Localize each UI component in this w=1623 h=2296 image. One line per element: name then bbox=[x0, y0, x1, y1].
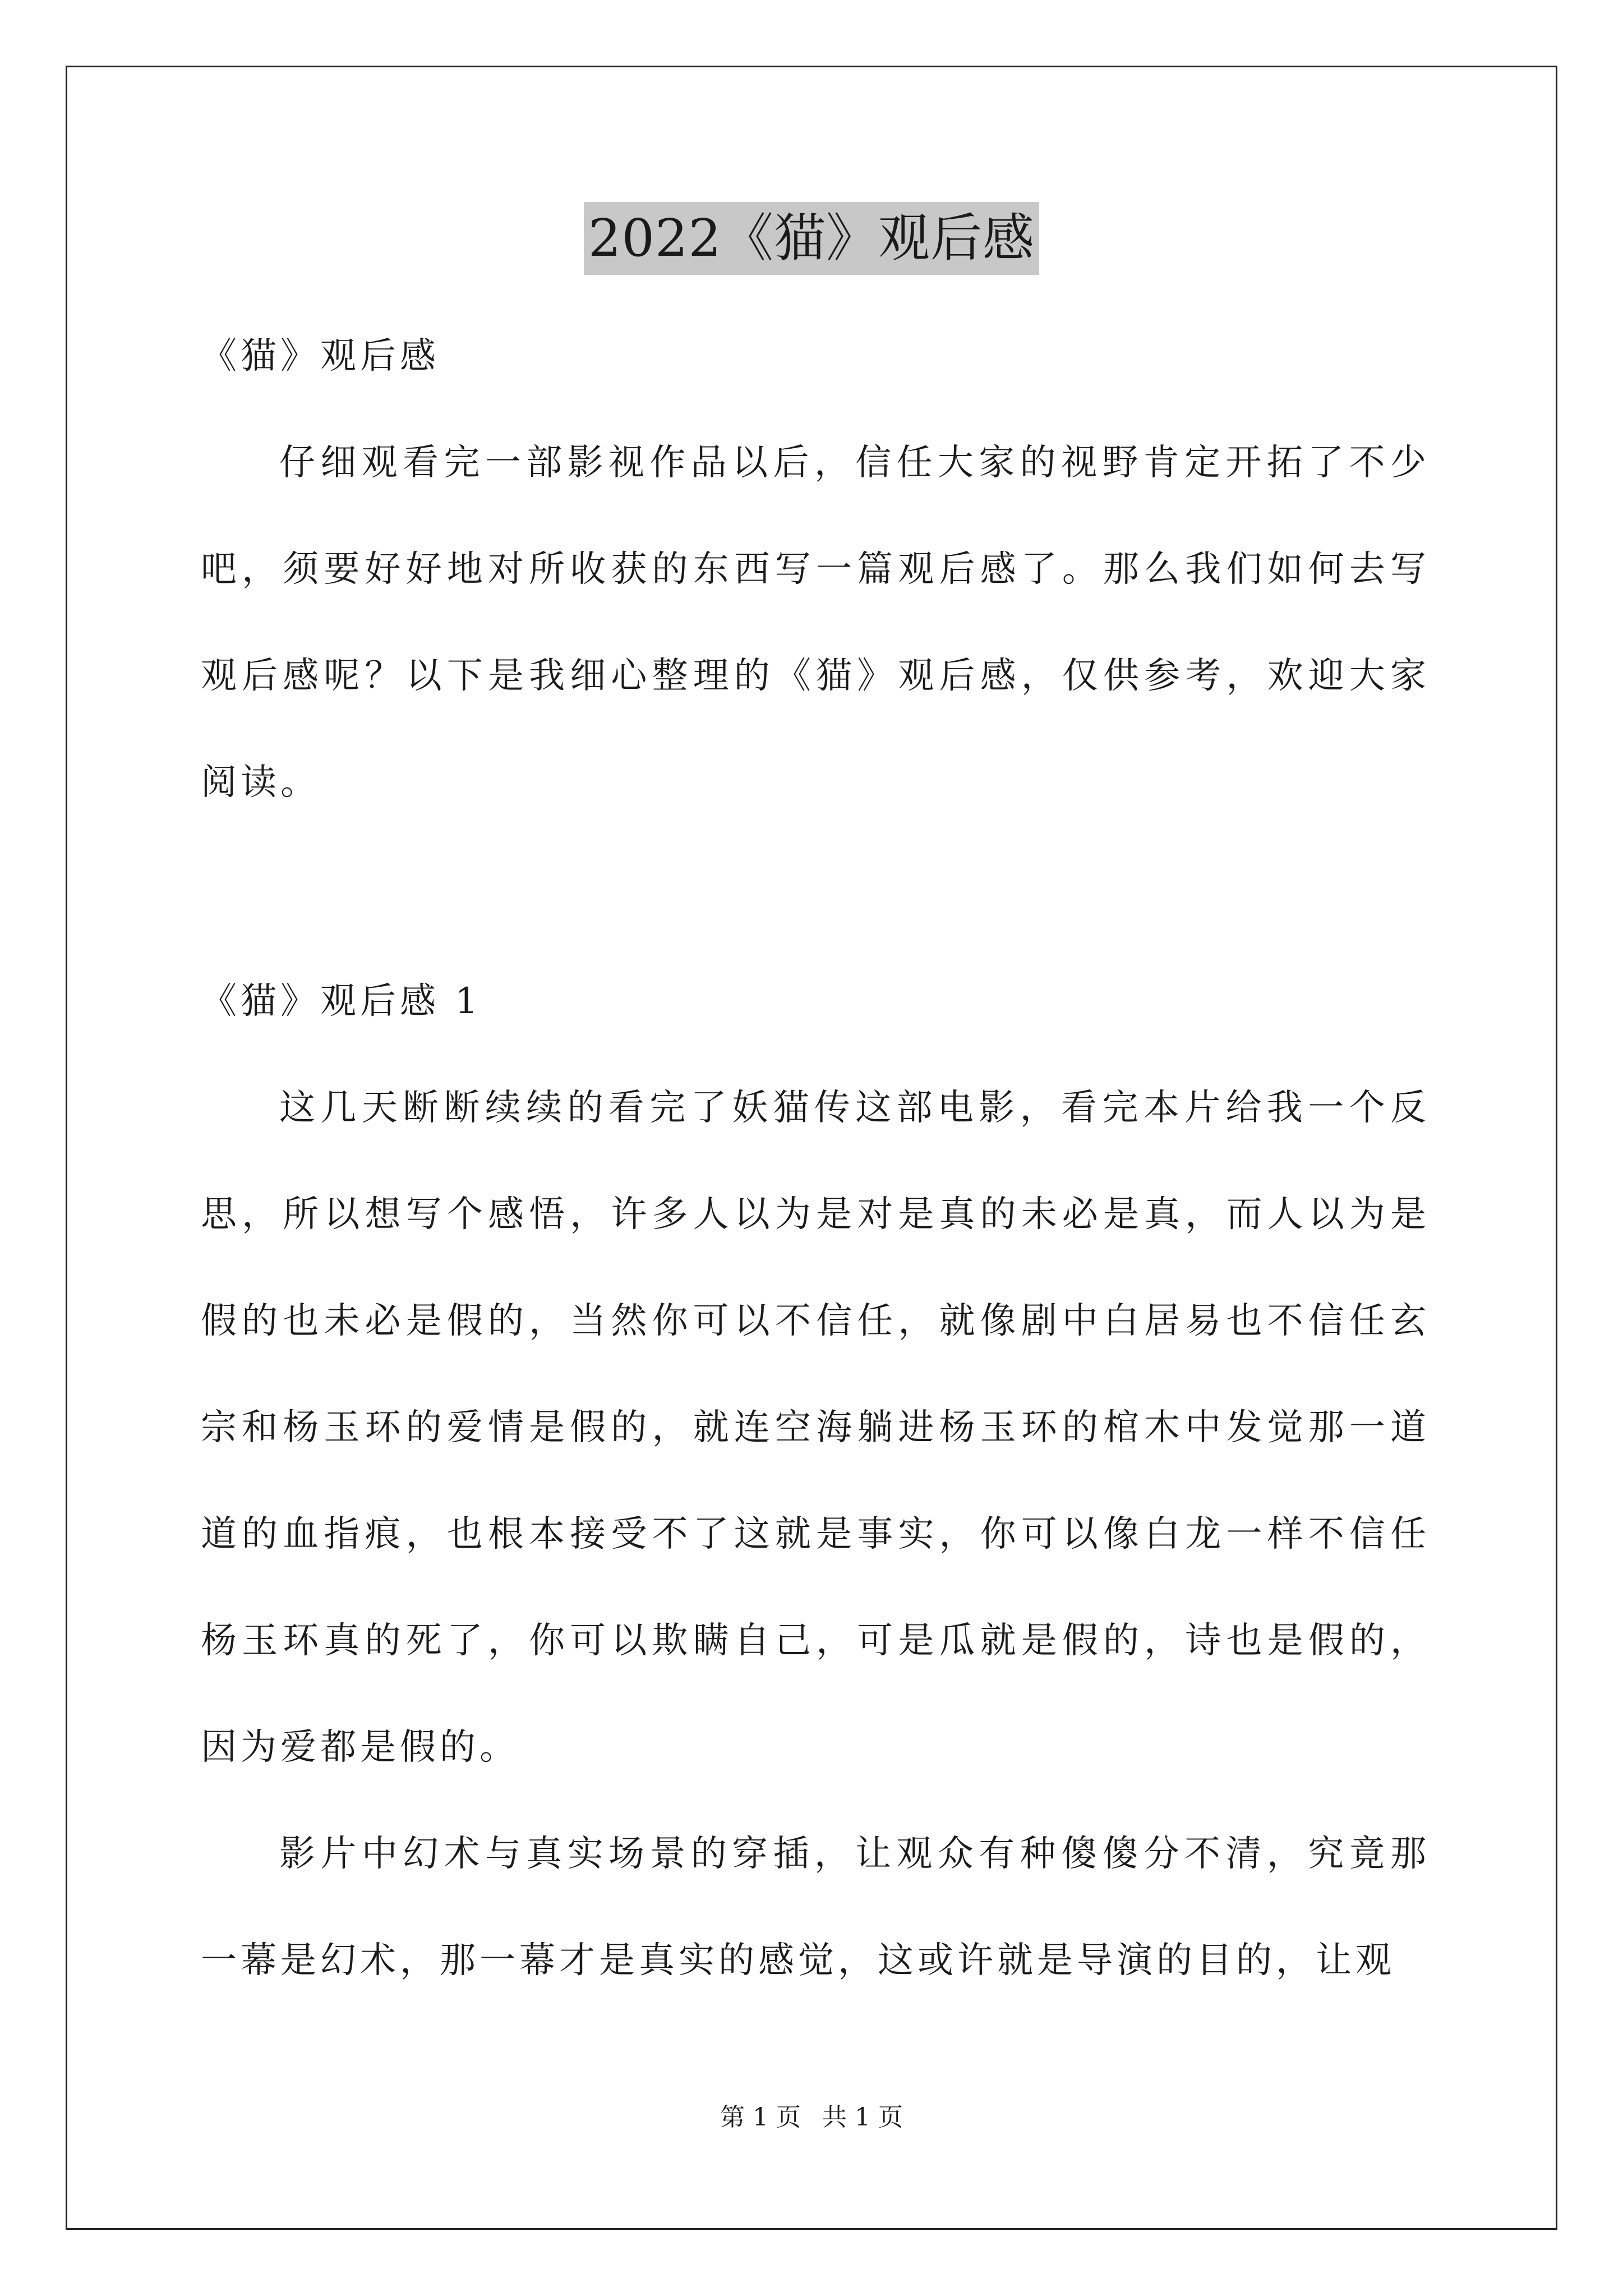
body-paragraph: 影片中幻术与真实场景的穿插，让观众有种傻傻分不清，究竟那一幕是幻术，那一幕才是真实的感觉，这或许就是导演的目的，让观 bbox=[201, 1833, 1430, 1981]
intro-paragraph: 仔细观看完一部影视作品以后，信任大家的视野肯定开拓了不少吧，须要好好地对所收获的东西写一篇观后感了。那么我们如何去写观后感呢？以下是我细心整理的《猫》观后感，仅供参考，欢迎大家阅读。 bbox=[201, 442, 1430, 803]
section-heading: 《猫》观后感 1 bbox=[201, 981, 482, 1022]
page-number: 第 1 页 bbox=[720, 2103, 801, 2132]
page-footer bbox=[0, 2101, 1623, 2134]
body-paragraph: 这几天断断续续的看完了妖猫传这部电影，看完本片给我一个反思，所以想写个感悟，许多人以为是对是真的未必是真，而人以为是假的也未必是假的，当然你可以不信任，就像剧中白居易也不信任玄宗和杨玉环的爱情是假的，就连空海躺进杨玉环的棺木中发觉那一道道的血指痕，也根本接受不了这就是事实，你可以像白龙一样不信任杨玉环真的死了，你可以欺瞒自己，可是瓜就是假的，诗也是假的，因为爱都是假的。 bbox=[201, 1087, 1430, 1768]
document-title: 2022《猫》观后感 bbox=[584, 202, 1039, 275]
section-spacer bbox=[201, 836, 1430, 948]
document-body bbox=[201, 303, 1430, 2014]
title-container bbox=[0, 202, 1623, 275]
page-total: 共 1 页 bbox=[822, 2103, 903, 2132]
intro-heading: 《猫》观后感 bbox=[201, 335, 440, 377]
